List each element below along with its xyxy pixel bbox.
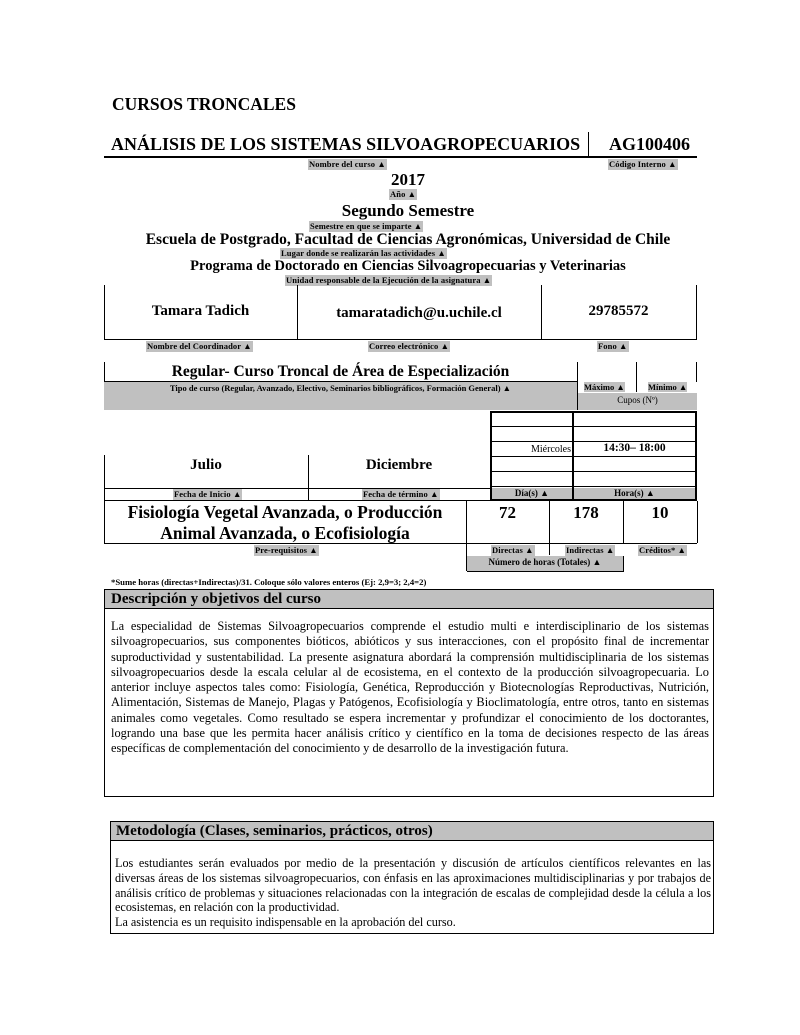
course-name-label: Nombre del curso ▲ — [309, 159, 386, 169]
course-name: ANÁLISIS DE LOS SISTEMAS SILVOAGROPECUARIOS — [111, 134, 581, 154]
time-label: Hora(s) ▲ — [574, 488, 695, 499]
coordinator-name-label: Nombre del Coordinador ▲ — [147, 341, 252, 351]
location-label: Lugar donde se realizarán las actividades ▲ — [281, 248, 446, 258]
divider — [490, 471, 697, 472]
max-quota-input[interactable] — [578, 362, 636, 382]
divider — [490, 486, 697, 487]
course-type: Regular- Curso Troncal de Área de Especialización — [171, 363, 510, 380]
methodology-text — [115, 856, 711, 930]
day-label: Día(s) ▲ — [492, 488, 572, 499]
end-date-label: Fecha de término ▲ — [363, 489, 439, 499]
phone-label: Fono ▲ — [598, 341, 628, 351]
coordinator-name: Tamara Tadich — [151, 303, 250, 319]
indirect-hours-label: Indirectas ▲ — [566, 545, 615, 555]
credits-label: Créditos* ▲ — [639, 545, 687, 555]
start-date: Julio — [190, 457, 222, 473]
description-title: Descripción y objetivos del curso — [105, 590, 713, 609]
methodology-paragraph: Los estudiantes serán evaluados por medio de la presentación y discusión de artículos científicos relevantes en las diversas áreas de los sistemas silvoagropecuarios, con énfasis en las aproximaciones multidisciplinarias y por trabajos de análisis crítico de problemas y situaciones relacionadas con la integración de escalas de complejidad desde la célula a los ecosistemas, en relación con la productividad. — [115, 856, 711, 915]
location: Escuela de Postgrado, Facultad de Ciencias Agronómicas, Universidad de Chile — [145, 231, 671, 248]
total-hours-label: Número de horas (Totales) ▲ — [467, 556, 624, 572]
credits: 10 — [651, 503, 669, 522]
max-label: Máximo ▲ — [584, 382, 625, 392]
prerequisites-line-1: Fisiología Vegetal Avanzada, o Producción — [127, 502, 443, 522]
unit-label: Unidad responsable de la Ejecución de la asignatura ▲ — [286, 275, 492, 285]
prerequisites-label: Pre-requisitos ▲ — [255, 545, 318, 555]
schedule-time-1[interactable] — [574, 427, 695, 441]
schedule-day-wednesday[interactable]: Miércoles — [531, 444, 571, 455]
internal-code: AG100406 — [609, 134, 690, 154]
footnote: *Sume horas (directas+Indirectas)/31. Coloque sólo valores enteros (Ej: 2,9=3; 2,4=2) — [111, 577, 427, 587]
coordinator-email[interactable]: tamaratadich@u.uchile.cl — [336, 305, 502, 321]
divider — [104, 339, 697, 340]
year-label: Año ▲ — [390, 189, 417, 199]
divider — [697, 501, 698, 543]
schedule-day-1[interactable] — [492, 427, 572, 441]
indirect-hours: 178 — [573, 503, 599, 522]
divider — [104, 500, 490, 501]
direct-hours: 72 — [499, 503, 516, 522]
methodology-attendance: La asistencia es un requisito indispensable en la aprobación del curso. — [115, 915, 456, 930]
coordinator-phone: 29785572 — [588, 303, 649, 319]
divider — [696, 362, 697, 382]
prerequisites-line-2: Animal Avanzada, o Ecofisiología — [160, 523, 410, 543]
schedule-time-wednesday[interactable]: 14:30– 18:00 — [603, 442, 666, 454]
course-type-label: Tipo de curso (Regular, Avanzado, Electivo, Seminarios bibliográficos, Formación General) ▲ — [169, 383, 512, 393]
start-date-label: Fecha de Inicio ▲ — [174, 489, 242, 499]
description-text: La especialidad de Sistemas Silvoagropecuarios comprende el estudio multi e interdisciplinario de los sistemas silvoagropecuarios, sus componentes bióticos, abióticos y sus interacciones, con el propósito final de incrementar suproductividad y sustentabilidad. La presente asignatura abordará la comprensión multidisciplinaria de los sistemas silvoagropecuarios desde la escala celular al de ecosistema, en el contexto de la producción silvoagropecuaria. Lo anterior incluye aspectos tales como: Fisiología, Genética, Reproducción y Biotecnologías Reproductivas, Nutrición, Alimentación, Sistemas de Manejo, Plagas y Patógenos, Ecofisiología y Bioclimatología, entre otros, tanto en sistemas animales como vegetales. Como resultado se espera incrementar y profundizar el conocimiento de los doctorantes, logrando una base que les permita hacer análisis crítico y científico en la toma de decisiones respecto de las áreas específicas de complementación del conocimiento y de desarrollo de la investigación futura. — [111, 619, 709, 756]
quota-label: Cupos (Nº) — [578, 393, 697, 410]
semester: Segundo Semestre — [341, 201, 475, 220]
semester-label: Semestre en que se imparte ▲ — [310, 221, 423, 231]
section-title: CURSOS TRONCALES — [112, 94, 296, 114]
email-label: Correo electrónico ▲ — [369, 341, 450, 351]
year: 2017 — [391, 170, 425, 189]
divider — [490, 456, 697, 457]
divider — [696, 285, 697, 340]
divider — [104, 156, 697, 158]
internal-code-label: Código Interno ▲ — [609, 159, 677, 169]
prerequisites — [104, 502, 466, 544]
methodology-title: Metodología (Clases, seminarios, prácticos, otros) — [111, 822, 713, 841]
min-label: Mínimo ▲ — [648, 382, 688, 392]
direct-hours-label: Directas ▲ — [492, 545, 534, 555]
end-date: Diciembre — [365, 457, 433, 473]
unit: Programa de Doctorado en Ciencias Silvoagropecuarias y Veterinarias — [190, 258, 626, 274]
divider — [588, 132, 589, 156]
min-quota-input[interactable] — [637, 362, 696, 382]
